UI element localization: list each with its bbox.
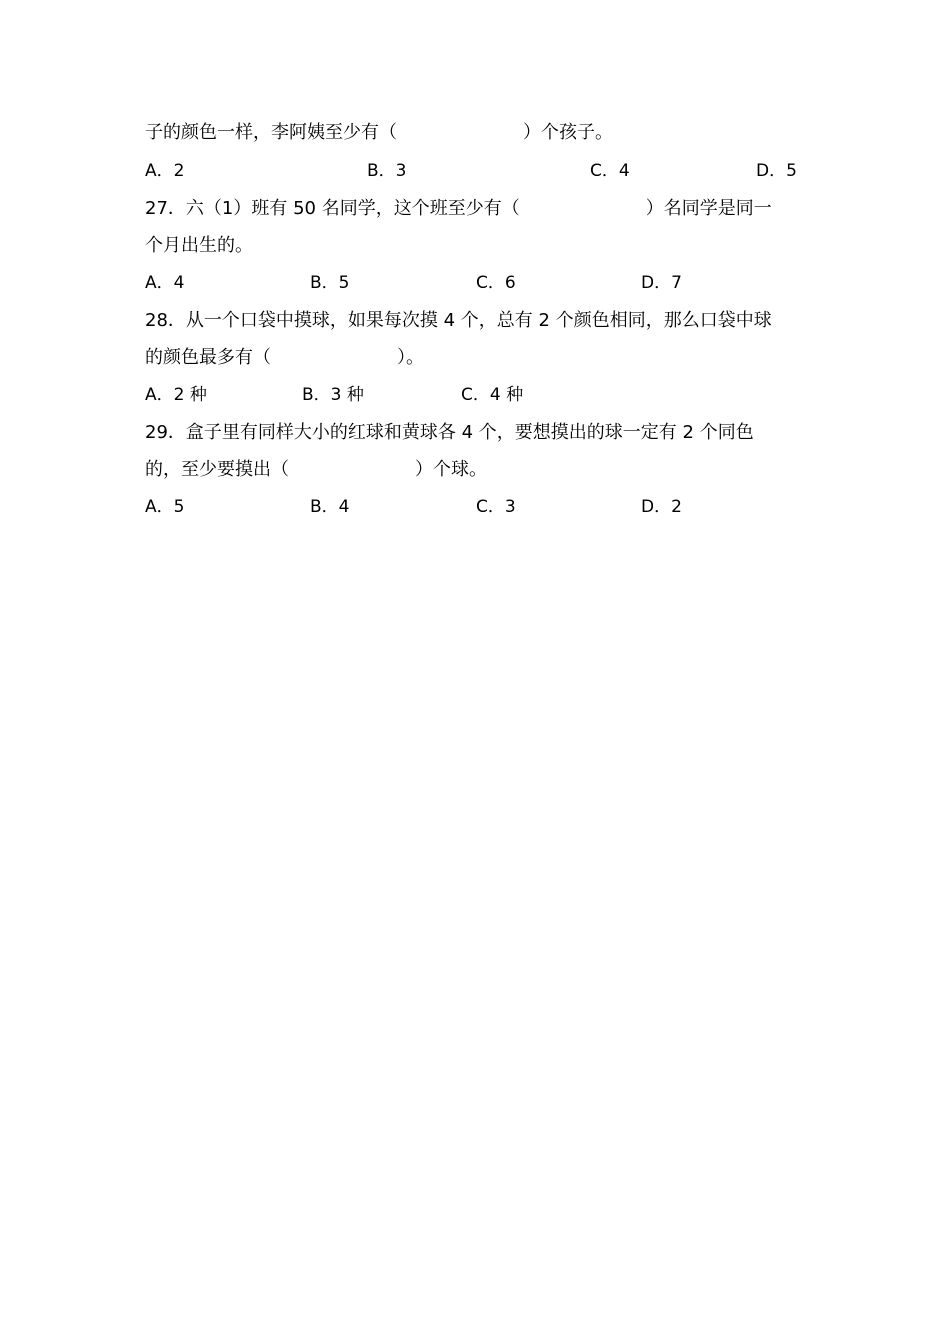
q26-option-b: B．3 [367, 161, 407, 181]
q27-option-c: C．6 [476, 273, 516, 293]
q28-option-a: A．2 种 [145, 385, 207, 405]
q27-option-a: A．4 [145, 273, 185, 293]
q29-option-c: C．3 [476, 497, 516, 517]
q27-option-d: D．7 [641, 273, 682, 293]
q27-text-line-2: 个月出生的。 [145, 235, 253, 256]
q29-text-line-2: 的，至少要摸出（ ）个球。 [145, 459, 487, 480]
q26-option-c: C．4 [590, 161, 630, 181]
q27-text-line-1: 27．六（1）班有 50 名同学，这个班至少有（ ）名同学是同一 [145, 198, 772, 219]
q26-option-a: A．2 [145, 161, 185, 181]
q28-option-b: B．3 种 [302, 385, 364, 405]
q28-option-c: C．4 种 [461, 385, 524, 405]
q29-option-b: B．4 [310, 497, 350, 517]
q29-option-a: A．5 [145, 497, 185, 517]
q29-text-line-1: 29．盒子里有同样大小的红球和黄球各 4 个，要想摸出的球一定有 2 个同色 [145, 422, 754, 443]
q27-option-b: B．5 [310, 273, 350, 293]
q26-option-d: D．5 [756, 161, 797, 181]
q29-option-d: D．2 [641, 497, 682, 517]
q28-text-line-1: 28．从一个口袋中摸球，如果每次摸 4 个，总有 2 个颜色相同，那么口袋中球 [145, 310, 772, 331]
q28-text-line-2: 的颜色最多有（ ）。 [145, 347, 424, 368]
q26-text-line: 子的颜色一样，李阿姨至少有（ ）个孩子。 [145, 122, 613, 143]
